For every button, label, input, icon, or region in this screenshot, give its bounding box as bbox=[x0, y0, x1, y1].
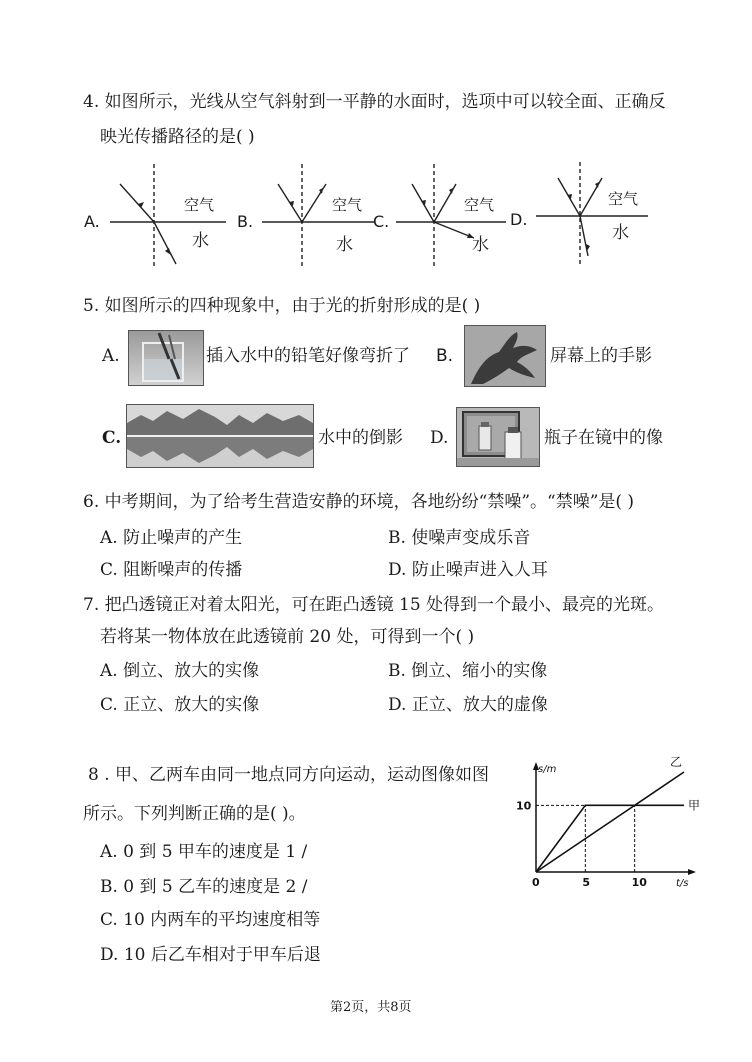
q4-c-air-label: 空气 bbox=[464, 196, 495, 214]
q4-b-air-label: 空气 bbox=[332, 196, 363, 214]
x-tick-label: 5 bbox=[582, 876, 590, 889]
q4-diagram-a bbox=[108, 160, 230, 272]
q7-stem-line2: 若将某一物体放在此透镜前 20 处，可得到一个( ) bbox=[100, 627, 475, 647]
q6-option-a: A. 防止噪声的产生 bbox=[100, 528, 243, 548]
q8-option-d: D. 10 后乙车相对于甲车后退 bbox=[100, 945, 321, 965]
q4-d-air-label: 空气 bbox=[608, 190, 639, 208]
q4-option-b-letter: B. bbox=[237, 212, 254, 231]
q5-option-d-text: 瓶子在镜中的像 bbox=[544, 428, 663, 448]
q7-stem-line1: 7. 把凸透镜正对着太阳光，可在距凸透镜 15 处得到一个最小、最亮的光斑。 bbox=[83, 595, 665, 615]
y-axis-label: s/m bbox=[538, 764, 557, 775]
q8-option-b: B. 0 到 5 乙车的速度是 2 / bbox=[100, 877, 308, 897]
q5-option-b-letter: B. bbox=[436, 346, 454, 366]
series-label-yi: 乙 bbox=[670, 755, 683, 769]
q6-stem: 6. 中考期间，为了给考生营造安静的环境，各地纷纷“禁噪”。“禁噪”是( ) bbox=[83, 492, 635, 512]
q4-a-water-label: 水 bbox=[192, 231, 209, 251]
q5-option-c-text: 水中的倒影 bbox=[318, 428, 403, 448]
q7-option-c: C. 正立、放大的实像 bbox=[100, 695, 260, 715]
st-graph bbox=[508, 755, 701, 892]
q8-option-a: A. 0 到 5 甲车的速度是 1 / bbox=[100, 842, 308, 862]
page-footer: 第2页，共8页 bbox=[330, 1000, 412, 1015]
q4-c-water-label: 水 bbox=[472, 235, 489, 255]
q8-stem-line2: 所示。下列判断正确的是( )。 bbox=[83, 804, 306, 824]
q4-option-a-letter: A. bbox=[84, 212, 100, 231]
q8-option-c: C. 10 内两车的平均速度相等 bbox=[100, 910, 321, 930]
series-line-jia bbox=[536, 805, 684, 872]
q4-option-d-letter: D. bbox=[510, 210, 528, 229]
q4-option-c-letter: C. bbox=[373, 212, 390, 231]
x-tick-label: 10 bbox=[631, 876, 647, 889]
q5-option-a-text: 插入水中的铅笔好像弯折了 bbox=[206, 346, 410, 366]
y-tick-label: 10 bbox=[516, 799, 532, 813]
q5-option-c-letter: C. bbox=[102, 428, 122, 448]
x-tick-label: 0 bbox=[532, 876, 540, 889]
q6-option-d: D. 防止噪声进入人耳 bbox=[388, 560, 548, 580]
q4-diagram-d bbox=[532, 158, 654, 270]
q4-diagram-b bbox=[258, 160, 380, 272]
q7-option-d: D. 正立、放大的虚像 bbox=[388, 695, 548, 715]
pencil-in-water-photo bbox=[128, 330, 204, 386]
q7-option-b: B. 倒立、缩小的实像 bbox=[388, 661, 548, 681]
q6-option-c: C. 阻断噪声的传播 bbox=[100, 560, 243, 580]
series-line-yi bbox=[536, 772, 684, 872]
q4-stem-line1: 4. 如图所示，光线从空气斜射到一平静的水面时，选项中可以较全面、正确反 bbox=[83, 92, 666, 112]
q4-diagram-c bbox=[394, 160, 516, 272]
q5-option-d-letter: D. bbox=[430, 428, 449, 448]
q4-stem-line2: 映光传播路径的是( ) bbox=[100, 127, 255, 147]
q5-option-a-letter: A. bbox=[102, 346, 120, 366]
series-label-jia: 甲 bbox=[688, 798, 701, 813]
q4-b-water-label: 水 bbox=[336, 235, 353, 255]
q5-stem: 5. 如图所示的四种现象中，由于光的折射形成的是( ) bbox=[83, 296, 481, 316]
q5-option-b-text: 屏幕上的手影 bbox=[550, 346, 652, 366]
q8-stem-line1: 8 . 甲、乙两车由同一地点同方向运动，运动图像如图 bbox=[88, 765, 490, 785]
water-reflection-photo bbox=[126, 404, 314, 468]
q6-option-b: B. 使噪声变成乐音 bbox=[388, 528, 531, 548]
q7-option-a: A. 倒立、放大的实像 bbox=[100, 661, 260, 681]
x-axis-label: t/s bbox=[676, 878, 689, 889]
hand-shadow-photo bbox=[464, 325, 546, 387]
bottle-mirror-photo bbox=[456, 407, 540, 467]
q4-a-air-label: 空气 bbox=[184, 196, 215, 214]
q4-d-water-label: 水 bbox=[612, 223, 629, 243]
x-axis-arrow bbox=[688, 869, 696, 875]
